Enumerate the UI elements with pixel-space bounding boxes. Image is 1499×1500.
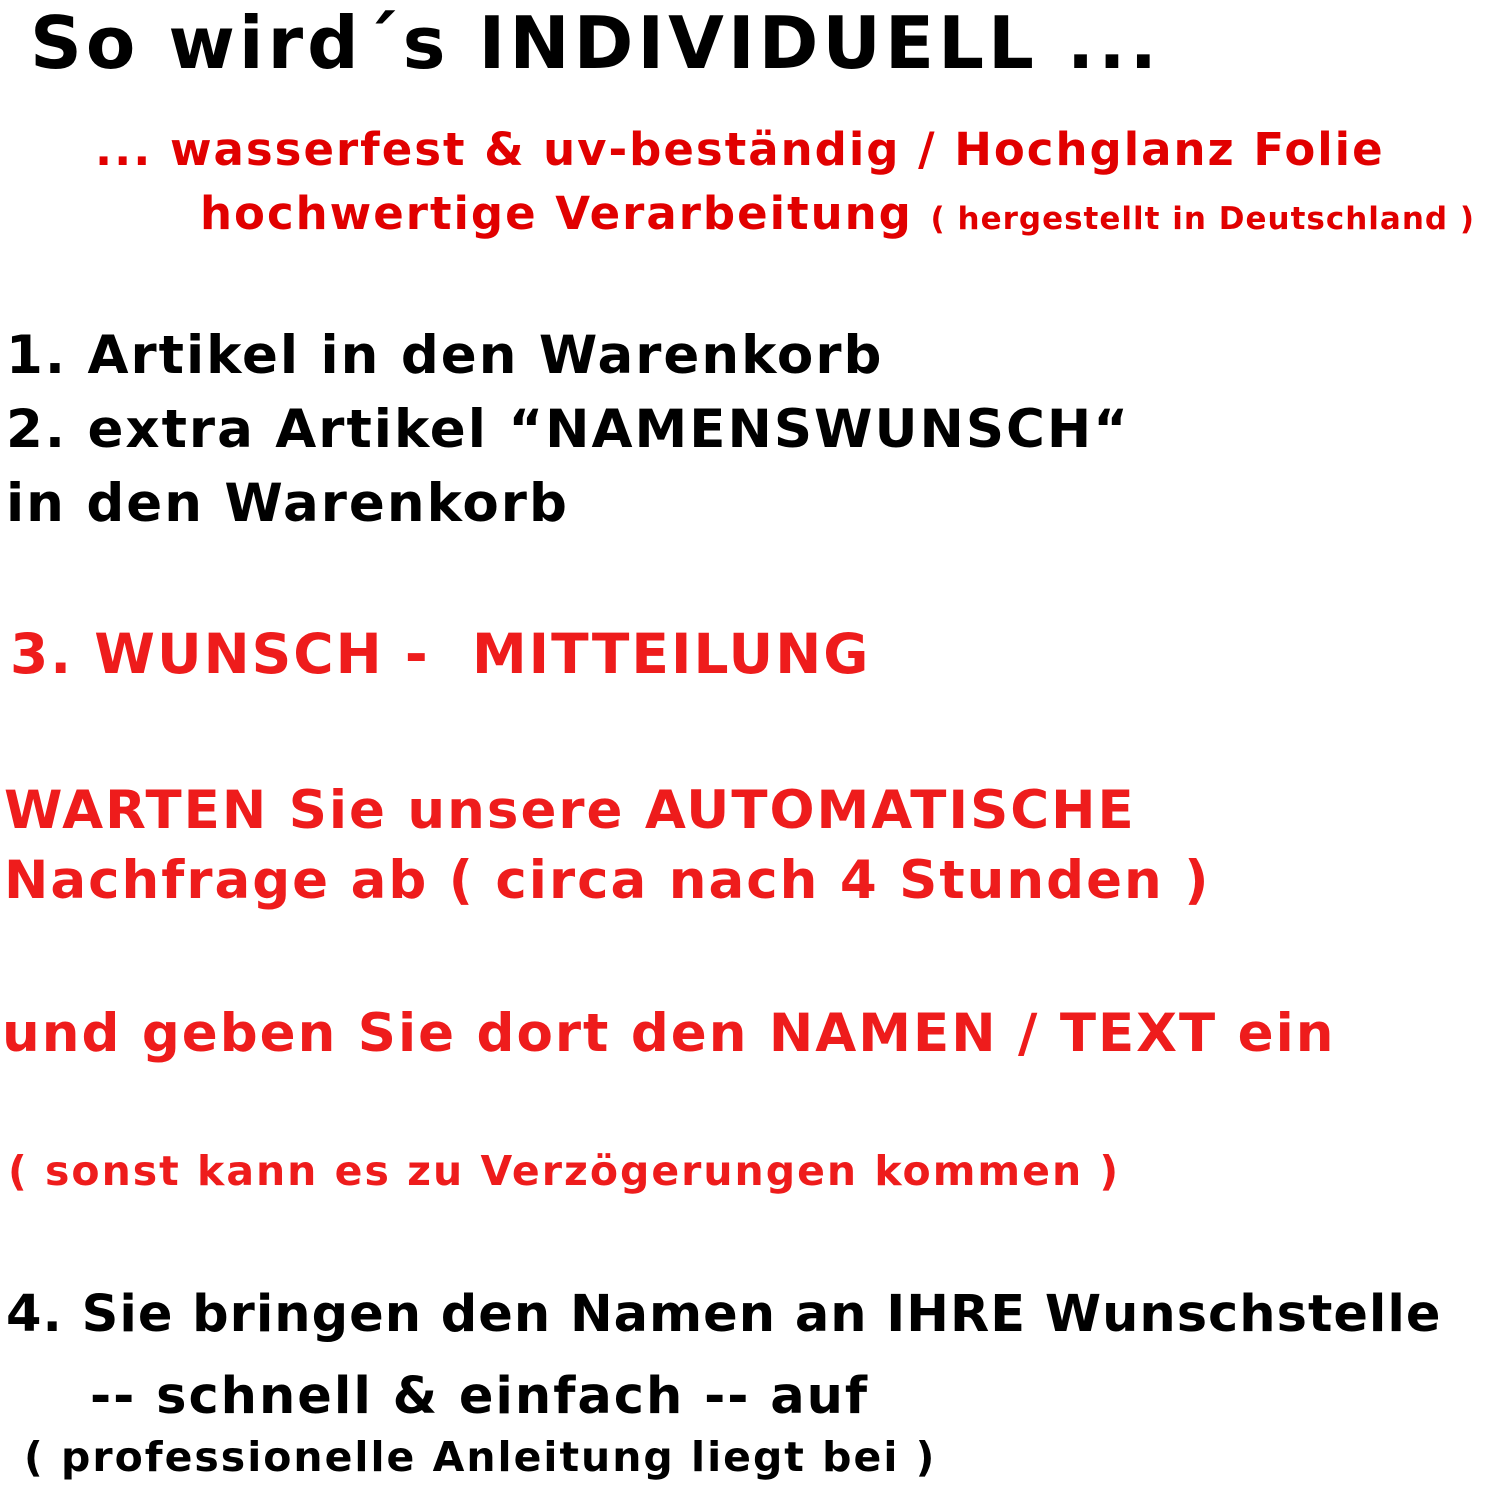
warten-note-line-2: Nachfrage ab ( circa nach 4 Stunden ) [4,850,1211,911]
delay-hint-line: ( sonst kann es zu Verzögerungen kommen ) [8,1147,1121,1195]
step-3: 3. WUNSCH - MITTEILUNG [10,622,871,686]
namen-note-line: und geben Sie dort den NAMEN / TEXT ein [2,1003,1336,1064]
step-2-line-2: in den Warenkorb [6,473,569,534]
step-2-line-1: 2. extra Artikel “NAMENSWUNSCH“ [6,399,1131,460]
feature-line-2 [200,187,1476,240]
feature-line-1: ... wasserfest & uv-beständig / Hochglanz Folie [95,123,1385,176]
step-4-line-3: ( professionelle Anleitung liegt bei ) [24,1433,937,1481]
step-1: 1. Artikel in den Warenkorb [6,325,884,386]
page-title: So wird´s INDIVIDUELL ... [30,1,1161,85]
warten-note-line-1: WARTEN Sie unsere AUTOMATISCHE [4,780,1136,841]
feature-line-2-main: hochwertige Verarbeitung [200,187,931,240]
step-4-line-2: -- schnell & einfach -- auf [90,1367,870,1426]
feature-line-2-note: ( hergestellt in Deutschland ) [930,201,1476,237]
step-4-line-1: 4. Sie bringen den Namen an IHRE Wunschstelle [6,1285,1442,1344]
